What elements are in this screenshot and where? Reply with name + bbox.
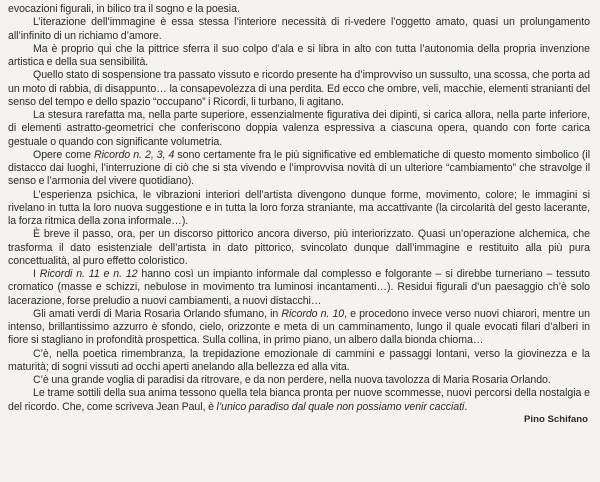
article-paragraph	[8, 348, 590, 375]
article-paragraph	[8, 16, 590, 43]
article-paragraph	[8, 374, 590, 387]
paragraph-text: .	[464, 400, 468, 413]
italic-title-text: Ricordo n. 10	[281, 307, 345, 320]
paragraph-text: hanno così un impianto informale dal complesso e folgorante – si direbbe turneriano – tessuto cromatico (masse e schizzi, nebulose in movimento tra luminosi incantamenti…). Residui figurali d’un paesaggio ch’è solo lacerazione, forse preludio a nuovi cambiamenti, a nuovi distacchi…	[8, 268, 590, 307]
paragraph-text: C’è una grande voglia di paradisi da ritrovare, e da non perdere, nella nuova tavolozza di Maria Rosaria Orlando.	[33, 374, 551, 386]
paragraph-text: evocazioni figurali, in bilico tra il sogno e la poesia.	[8, 3, 240, 15]
article-paragraph	[8, 69, 590, 109]
article-body	[8, 3, 590, 414]
paragraph-text: C’è, nella poetica rimembranza, la trepidazione emozionale di cammini e passaggi lontani, verso la giovinezza e la maturità; di sogni vissuti ad occhi aperti anelando alla bellezza ed alla vita.	[8, 347, 590, 373]
italic-title-text: Ricordi n. 11 e n. 12	[39, 268, 138, 280]
paragraph-text: Opere come	[33, 148, 94, 161]
article-paragraph	[8, 3, 590, 16]
article-paragraph	[8, 109, 590, 149]
article-paragraph	[8, 387, 590, 414]
paragraph-text: I	[33, 268, 40, 280]
paragraph-text: L’iterazione dell’immagine è essa stessa l’interiore necessità di ri-vedere l’oggetto amato, quasi un prolungamento all’infinito di un richiamo d’amore.	[8, 16, 590, 42]
paragraph-text: Le trame sottili della sua anima tessono quella tela bianca pronta per nuove scommesse, nuovi percorsi della nostalgia e del ricordo. Che, come scriveva Jean Paul, è	[8, 387, 590, 413]
italic-title-text: l’unico paradiso dal quale non possiamo venir cacciati	[216, 400, 465, 413]
author-signature: Pino Schifano	[524, 413, 588, 425]
paragraph-text: Gli amati verdi di Maria Rosaria Orlando sfumano, in	[33, 307, 282, 320]
italic-title-text: Ricordo n. 2, 3, 4	[94, 148, 175, 161]
article-paragraph	[8, 228, 590, 268]
article-paragraph	[8, 268, 590, 308]
article-paragraph	[8, 43, 590, 70]
article-paragraph	[8, 149, 590, 189]
article-paragraph	[8, 308, 590, 348]
paragraph-text: sono certamente fra le più significative ed emblematiche di questo momento simbolico (il distacco dai luoghi, l’interruzione di ciò che si sta vivendo e l’improvvisa novità di un ulteriore “cambiamento” che stravolge il senso e l’armonia del vivere quotidiano).	[8, 148, 590, 188]
paragraph-text: L’esperienza psichica, le vibrazioni interiori dell’artista divengono dunque forme, movimento, colore; le immagini si rivelano in tutta la loro nuova suggestione e in tutta la loro forza straniante, ma accattivante (la circolarità del gesto lacerante, la forza ritmica della zona informale…).	[8, 188, 590, 227]
paragraph-text: Quello stato di sospensione tra passato vissuto e ricordo presente ha d’improvviso un sussulto, una scossa, che porta ad un moto di rabbia, di disappunto… la consapevolezza di una perdita. Ed ecco che ombre, veli, macchie, elementi stranianti del senso del tempo e dello spazio “occupano” i Ricordi, li turbano, li agitano.	[8, 69, 590, 108]
paragraph-text: È breve il passo, ora, per un discorso pittorico ancora diverso, più interiorizzato. Quasi un’operazione alchemica, che trasforma il dato esistenziale dell’artista in dato pittorico, svincolato dunque dall’immagine e restituito alla più pura concettualità, al puro effetto coloristico.	[8, 228, 590, 267]
article-paragraph	[8, 189, 590, 229]
paragraph-text: Ma è proprio qui che la pittrice sferra il suo colpo d’ala e si libra in alto con tutta l’autonomia della propria invenzione artistica e della sua sensibilità.	[8, 42, 590, 68]
paragraph-text: La stesura rarefatta ma, nella parte superiore, essenzialmente figurativa dei dipinti, si carica allora, nella parte inferiore, di elementi astratto-geometrici che conferiscono doppia valenza espressiva a ciascuna opera, quando con forte carica gestuale o quando con significante volumetria.	[8, 109, 590, 148]
paragraph-text: , e procedono invece verso nuovi chiarori, mentre un intenso, brillantissimo azzurro è sfondo, cielo, orizzonte e meta di un camminamento, lungo il quale evocati filari d’alberi in fiore si stagliano in profondità prospettica. Sulla collina, in primo piano, un albero dalla bionda chioma…	[8, 307, 590, 347]
